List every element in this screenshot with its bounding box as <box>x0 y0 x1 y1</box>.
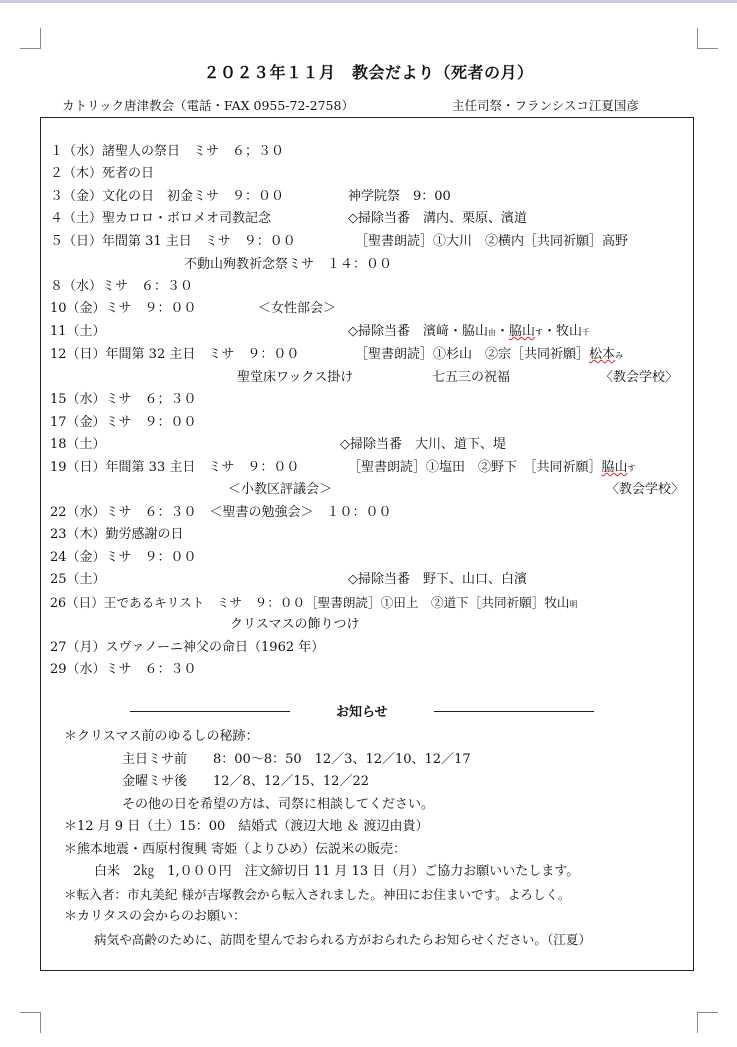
schedule-row: 26（日）王であるキリスト ミサ ９：００［聖書朗読］①田上 ②道下［共同祈願］牧山明 <box>50 595 578 610</box>
schedule-row-note: 神学院祭 9：00 <box>348 189 451 204</box>
schedule-row: 29（水）ミサ ６：３０ <box>50 662 197 677</box>
cleaning-duty: ◇掃除当番 濱﨑・脇山由・脇山す・牧山千 <box>348 324 591 339</box>
notice-detail: その他の日を希望の方は、司祭に相談してください。 <box>122 797 435 812</box>
notice-item: ＊クリスマス前のゆるしの秘跡： <box>64 729 259 744</box>
schedule-row-note: 聖堂床ワックス掛け <box>237 370 354 385</box>
divider-left <box>130 711 290 712</box>
schedule-row: ４（土）聖カロロ・ボロメオ司教記念 <box>50 211 272 226</box>
notice-item: ＊転入者：市丸美紀 様が吉塚教会から転入されました。神田にお住まいです。よろしく。 <box>64 887 571 902</box>
schedule-row: 17（金）ミサ ９：００ <box>50 415 197 430</box>
notice-detail: 病気や高齢のために、訪問を望んでおられる方がおられたらお知らせください。（江夏） <box>94 932 592 947</box>
schedule-row: 24（金）ミサ ９：００ <box>50 550 197 565</box>
cleaning-duty: ◇掃除当番 野下、山口、白濱 <box>348 572 527 587</box>
notice-detail: 金曜ミサ後 12／8、12／15、12／22 <box>122 774 369 789</box>
notice-item: ＊12 月 9 日（土）15：00 結婚式（渡辺大地 ＆ 渡辺由貴） <box>64 819 429 834</box>
schedule-row: ２（木）死者の日 <box>50 166 155 181</box>
crop-mark-bottom-right <box>697 1012 718 1033</box>
cleaning-duty: ◇掃除当番 溝内、栗原、濱道 <box>348 211 527 226</box>
notice-item: ＊熊本地震・西原村復興 寄姫（よりひめ）伝説米の販売： <box>64 842 407 857</box>
schedule-row: 18（土） <box>50 437 106 452</box>
cleaning-duty: ◇掃除当番 大川、道下、堤 <box>340 437 506 452</box>
church-contact: カトリック唐津教会（電話・FAX 0955-72-2758） <box>62 98 354 113</box>
schedule-row: １（水）諸聖人の祭日 ミサ ６；３０ <box>50 144 285 159</box>
schedule-row: 22（水）ミサ ６：３０ ＜聖書の勉強会＞ １０：００ <box>50 505 392 520</box>
schedule-row-note: ＜小教区評議会＞ <box>228 482 333 497</box>
schedule-row: ８（水）ミサ ６：３０ <box>50 279 194 294</box>
schedule-row: 27（月）スヴァノーニ神父の命日（1962 年） <box>50 640 325 655</box>
schedule-row: 23（木）勤労感謝の日 <box>50 527 184 542</box>
church-school-tag: 〈教会学校〉 <box>606 482 685 497</box>
page-title: ２０２３年１１月 教会だより（死者の月） <box>203 63 534 82</box>
crop-mark-bottom-left <box>20 1012 41 1033</box>
schedule-row: 25（土） <box>50 572 106 587</box>
notice-item: ＊カリタスの会からのお願い： <box>64 909 247 924</box>
crop-mark-top-right <box>697 28 718 49</box>
notice-detail: 主日ミサ前 8：00～8：50 12／3、12／10、12／17 <box>122 752 471 767</box>
schedule-row-note: 七五三の祝福 <box>432 370 511 385</box>
schedule-row: 10（金）ミサ ９：００ <box>50 301 197 316</box>
schedule-row-note: クリスマスの飾りつけ <box>230 617 360 632</box>
schedule-row: 11（土） <box>50 324 106 339</box>
reading-assignment: ［聖書朗読］①大川 ②横内［共同祈願］高野 <box>355 234 629 249</box>
schedule-row: 12（日）年間第 32 主日 ミサ ９：００ <box>50 347 300 362</box>
notices-heading: お知らせ <box>336 705 388 720</box>
window-top-edge <box>0 0 737 3</box>
schedule-row: 19（日）年間第 33 主日 ミサ ９：００ <box>50 460 300 475</box>
schedule-row: ３（金）文化の日 初金ミサ ９：００ <box>50 189 285 204</box>
notice-detail: 白米 2㎏ 1,０００円 注文締切日 11 月 13 日（月）ご協力お願いいたします。 <box>94 864 580 879</box>
crop-mark-top-left <box>20 28 41 49</box>
schedule-row-note: ＜女性部会＞ <box>258 301 337 316</box>
divider-right <box>434 711 594 712</box>
reading-assignment: ［聖書朗読］①杉山 ②宗［共同祈願］松本み <box>355 347 624 362</box>
schedule-row-note: 不動山殉教祈念祭ミサ １４：００ <box>184 257 393 272</box>
schedule-row: ５（日）年間第 31 主日 ミサ ９：００ <box>50 234 296 249</box>
schedule-row: 15（水）ミサ ６；３０ <box>50 392 197 407</box>
priest-name: 主任司祭・フランシスコ江夏国彦 <box>452 98 639 113</box>
reading-assignment: ［聖書朗読］①塩田 ②野下 ［共同祈願］脇山す <box>348 460 636 475</box>
church-school-tag: 〈教会学校〉 <box>600 370 679 385</box>
